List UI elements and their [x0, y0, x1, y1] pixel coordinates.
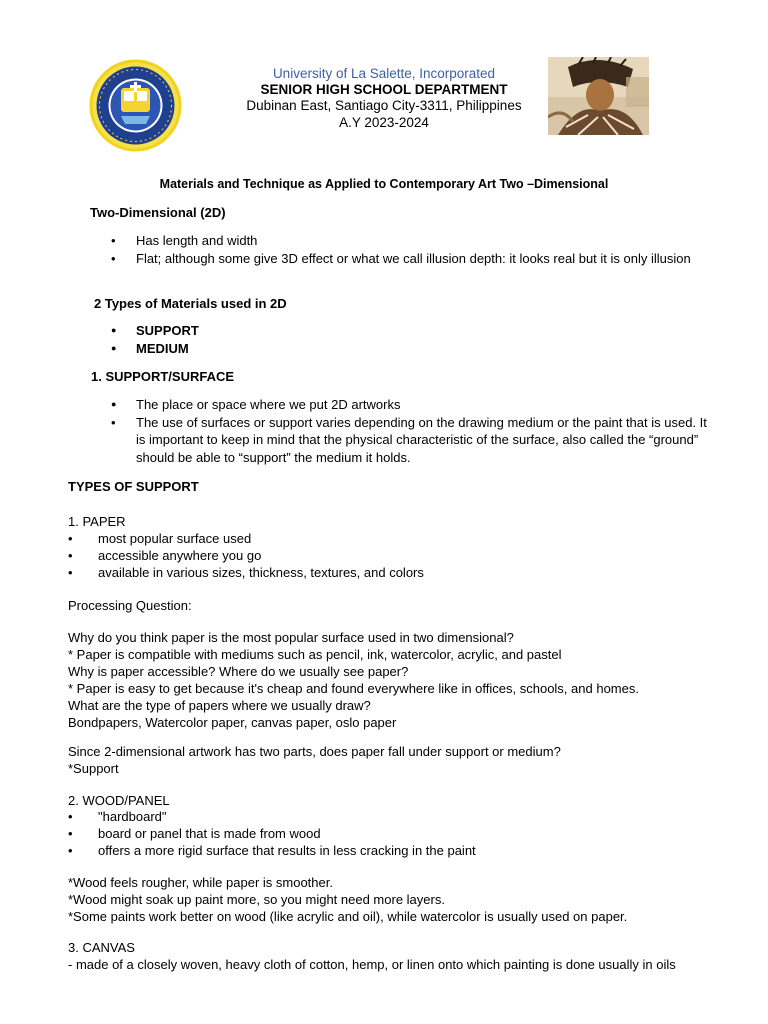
qa-block	[68, 629, 748, 731]
list-paper	[68, 530, 698, 581]
wood-notes	[68, 874, 748, 925]
qa-line: Bondpapers, Watercolor paper, canvas paper, oslo paper	[68, 715, 397, 730]
section-heading-support: 1. SUPPORT/SURFACE	[91, 369, 235, 384]
qa-line: * Paper is compatible with mediums such as pencil, ink, watercolor, acrylic, and pastel	[68, 647, 562, 662]
list-item: ● MEDIUM	[111, 340, 189, 356]
list-wood	[68, 808, 698, 859]
section-heading-types: 2 Types of Materials used in 2D	[94, 296, 287, 311]
paper-title: 1. PAPER	[68, 514, 126, 529]
bullet-icon: •	[111, 233, 116, 248]
wood-title: 2. WOOD/PANEL	[68, 793, 170, 808]
list-item: ● SUPPORT	[111, 323, 199, 338]
list-item: • Has length and width	[111, 233, 258, 248]
canvas-title: 3. CANVAS	[68, 940, 135, 955]
note-line: *Some paints work better on wood (like acrylic and oil), while watercolor is usually used on paper.	[68, 909, 628, 924]
bullet-icon: ●	[111, 325, 117, 335]
qa-line: * Paper is easy to get because it's cheap and found everywhere like in offices, schools, and homes.	[68, 681, 639, 696]
list-item: • most popular surface used	[68, 531, 252, 546]
list-item: • board or panel that is made from wood	[68, 826, 321, 841]
canvas-description: - made of a closely woven, heavy cloth of cotton, hemp, or linen onto which painting is done usually in oils	[68, 957, 676, 972]
bullet-icon: •	[111, 414, 116, 430]
list-item: • offers a more rigid surface that results in less cracking in the paint	[68, 843, 476, 858]
bullet-icon: •	[68, 531, 73, 546]
list-item: • "hardboard"	[68, 809, 167, 824]
department-name: SENIOR HIGH SCHOOL DEPARTMENT	[260, 82, 508, 97]
bullet-icon: •	[68, 843, 73, 858]
list-item: • Flat; although some give 3D effect or what we call illusion depth: it looks real but it is only illusion	[111, 250, 691, 266]
list-types	[111, 322, 436, 357]
address: Dubinan East, Santiago City-3311, Philippines	[246, 98, 522, 113]
bullet-icon: •	[68, 548, 73, 563]
list-item: ● The place or space where we put 2D artworks	[111, 397, 401, 412]
question-line: Since 2-dimensional artwork has two parts, does paper fall under support or medium?	[68, 744, 561, 759]
list-support	[111, 396, 711, 466]
qa-line: Why do you think paper is the most popular surface used in two dimensional?	[68, 630, 514, 645]
university-name: University of La Salette, Incorporated	[272, 66, 496, 81]
note-line: *Wood feels rougher, while paper is smoother.	[68, 875, 333, 890]
note-line: *Wood might soak up paint more, so you might need more layers.	[68, 892, 445, 907]
university-seal-logo	[88, 58, 183, 153]
document-title: Materials and Technique as Applied to Contemporary Art Two –Dimensional	[159, 177, 609, 191]
types-of-support-heading: TYPES OF SUPPORT	[68, 479, 199, 494]
list-item: • available in various sizes, thickness, textures, and colors	[68, 565, 424, 580]
qa-line: Why is paper accessible? Where do we usually see paper?	[68, 664, 409, 679]
processing-question-label: Processing Question:	[68, 598, 192, 613]
list-item: • accessible anywhere you go	[68, 548, 262, 563]
qa-block-2	[68, 743, 748, 777]
artwork-photo	[548, 57, 649, 135]
bullet-icon: •	[111, 250, 116, 266]
bullet-icon: ●	[111, 399, 117, 409]
academic-year: A.Y 2023-2024	[339, 115, 429, 130]
bullet-icon: ●	[111, 342, 117, 353]
qa-line: What are the type of papers where we usually draw?	[68, 698, 371, 713]
bullet-icon: •	[68, 809, 73, 824]
bullet-icon: •	[68, 565, 73, 580]
list-item: • The use of surfaces or support varies depending on the drawing medium or the paint that is used. It is important to keep in mind that the physical characteristic of the surface, also called the “ground” should be able to “support” the medium it holds.	[111, 414, 707, 465]
bullet-icon: •	[68, 826, 73, 841]
list-2d	[111, 232, 696, 267]
section-heading-2d: Two-Dimensional (2D)	[90, 205, 226, 220]
answer-line: *Support	[68, 761, 119, 776]
